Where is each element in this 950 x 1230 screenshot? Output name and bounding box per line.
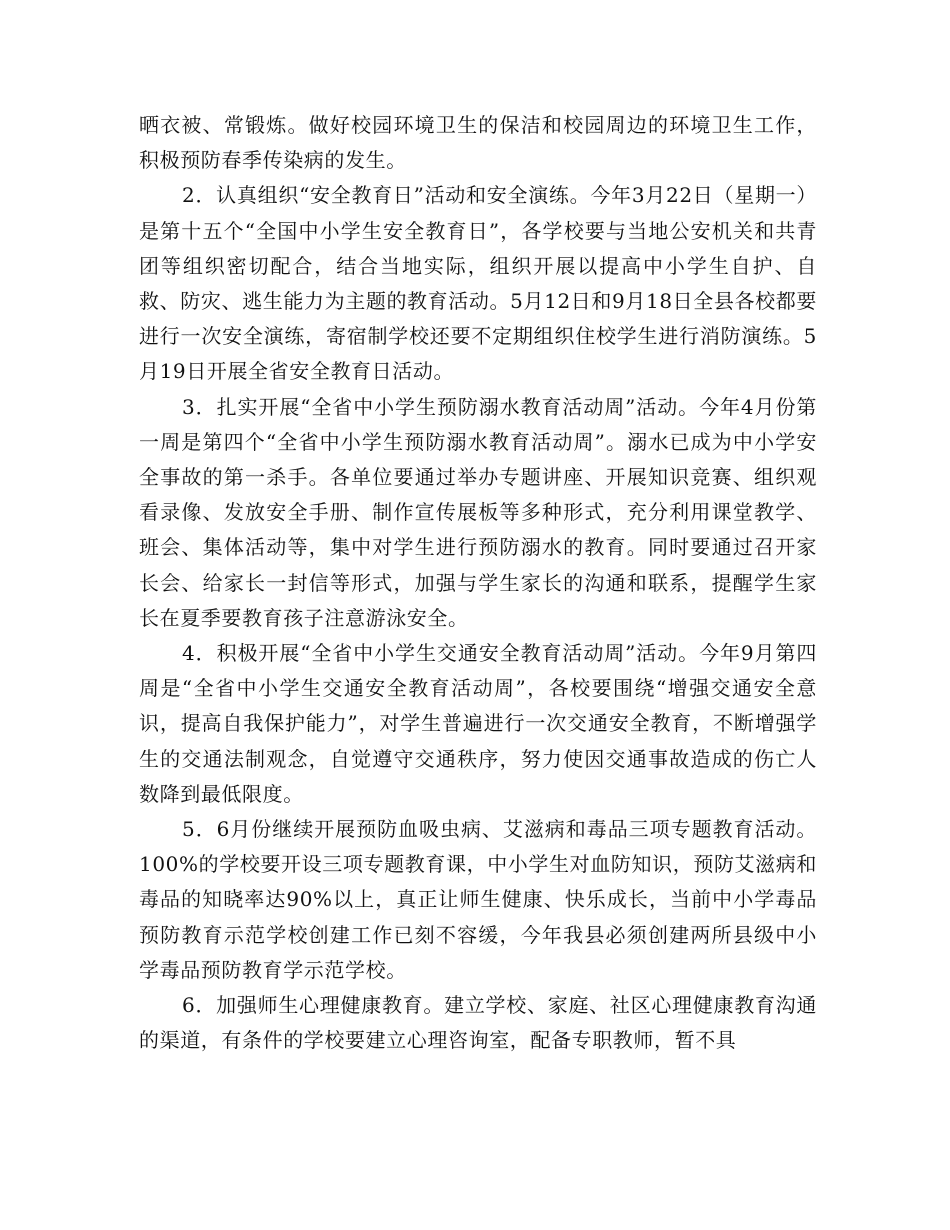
paragraph-item-5: 5．6月份继续开展预防血吸虫病、艾滋病和毒品三项专题教育活动。100%的学校要开设三项专题教育课，中小学生对血防知识，预防艾滋病和毒品的知晓率达90%以上，真正让师生健康、快乐成长，当前中小学毒品预防教育示范学校创建工作已刻不容缓，今年我县必须创建两所县级中小学毒品预防教育学示范学校。 [139, 817, 817, 982]
paragraph-item-3: 3．扎实开展“全省中小学生预防溺水教育活动周”活动。今年4月份第一周是第四个“全省中小学生预防溺水教育活动周”。溺水已成为中小学安全事故的第一杀手。各单位要通过举办专题讲座、开展知识竞赛、组织观看录像、发放安全手册、制作宣传展板等多种形式，充分利用课堂教学、班会、集体活动等，集中对学生进行预防溺水的教育。同时要通过召开家长会、给家长一封信等形式，加强与学生家长的沟通和联系，提醒学生家长在夏季要教育孩子注意游泳安全。 [139, 394, 817, 630]
paragraph-continuation: 晒衣被、常锻炼。做好校园环境卫生的保洁和校园周边的环境卫生工作，积极预防春季传染病的发生。 [139, 113, 817, 173]
paragraph-item-2: 2．认真组织“安全教育日”活动和安全演练。今年3月22日（星期一）是第十五个“全国中小学生安全教育日”，各学校要与当地公安机关和共青团等组织密切配合，结合当地实际，组织开展以提高中小学生自护、自救、防灾、逃生能力为主题的教育活动。5月12日和9月18日全县各校都要进行一次安全演练，寄宿制学校还要不定期组织住校学生进行消防演练。5月19日开展全省安全教育日活动。 [139, 183, 817, 384]
paragraph-item-6: 6．加强师生心理健康教育。建立学校、家庭、社区心理健康教育沟通的渠道，有条件的学校要建立心理咨询室，配备专职教师，暂不具 [139, 993, 817, 1053]
paragraph-item-4: 4．积极开展“全省中小学生交通安全教育活动周”活动。今年9月第四周是“全省中小学生交通安全教育活动周”，各校要围绕“增强交通安全意识，提高自我保护能力”，对学生普遍进行一次交通安全教育，不断增强学生的交通法制观念，自觉遵守交通秩序，努力使因交通事故造成的伤亡人数降到最低限度。 [139, 641, 817, 806]
